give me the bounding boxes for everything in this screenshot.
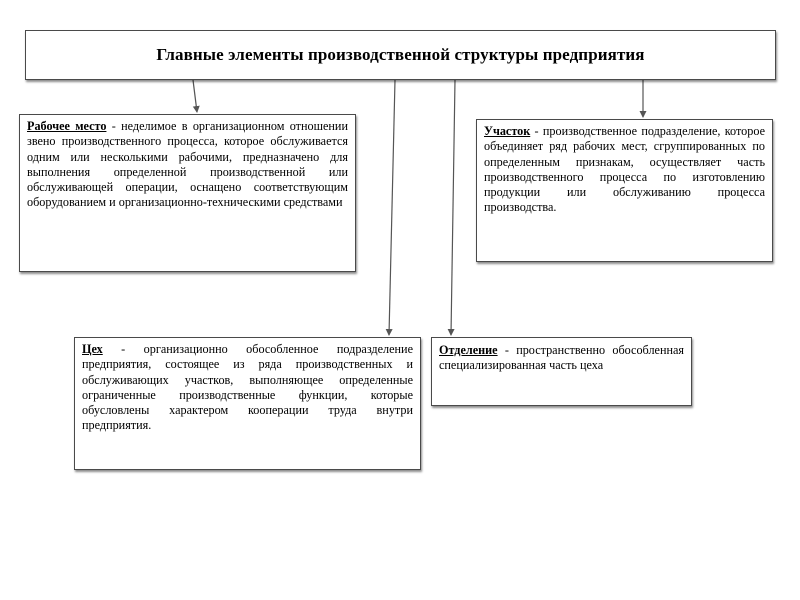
arrow-to-department	[451, 80, 455, 335]
shop-term: Цех	[82, 342, 103, 356]
diagram-title: Главные элементы производственной структуры предприятия	[156, 45, 645, 64]
shop-definition	[75, 338, 420, 437]
department-box	[431, 337, 692, 406]
section-description: - производственное подразделение, которое объединяет ряд рабочих мест, сгруппированных по определенным признакам, осуществляет часть производственного процесса по изготовлению продукции или обслуживанию процесса производства.	[484, 124, 765, 215]
section-box	[476, 119, 773, 262]
arrow-to-workplace	[193, 80, 197, 112]
workplace-definition	[20, 115, 355, 214]
workplace-description: - неделимое в организационном отношении звено производственного процесса, которое обслуживается одним или несколькими рабочими, предназначено для выполнения определенной производственной или обслуживающей операции, оснащено соответствующим оборудованием и организационно-техническими средствами	[27, 119, 348, 210]
department-description: - пространственно обособленная специализированная часть цеха	[439, 343, 684, 373]
shop-box	[74, 337, 421, 470]
shop-description: - организационно обособленное подразделение предприятия, состоящее из ряда производственных и обслуживающих участков, выполняющее определенные ограниченные производственные функции, которые обусловлены характером кооперации труда внутри предприятия.	[82, 342, 413, 433]
workplace-box	[19, 114, 356, 272]
section-definition	[477, 120, 772, 219]
title-box	[25, 30, 776, 80]
department-term: Отделение	[439, 343, 498, 357]
department-definition	[432, 338, 691, 377]
section-term: Участок	[484, 124, 531, 138]
workplace-term: Рабочее место	[27, 119, 107, 133]
arrow-to-shop	[389, 80, 395, 335]
